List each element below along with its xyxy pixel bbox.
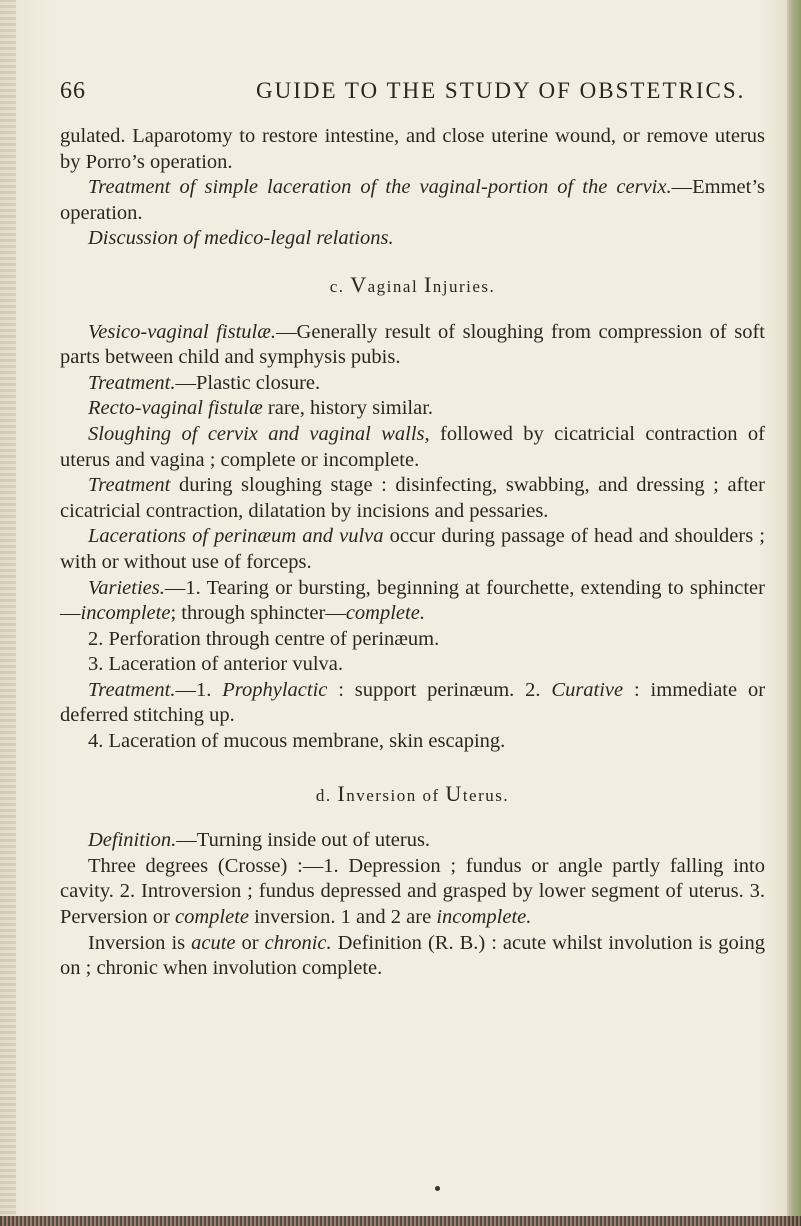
italic-label: Treatment of simple laceration of the vaginal-portion of the cervix. [88,176,672,199]
paragraph-text: —Emmet’s operation. [60,176,765,224]
section-heading-d: d. Inversion of Uterus. [315,780,510,806]
page-body [60,124,765,982]
paragraph-three-degrees: Three degrees (Crosse) :—1. Depression ; fundus or angle partly falling into cavity. 2. Introversion ; fundus depressed and grasped by lower segment of uterus. 3. Perversion or complete inversion. 1 and 2 are incomplete. [60,854,765,929]
paragraph-cervix-treatment [60,175,765,226]
paragraph-recto-vaginal [60,396,765,422]
italic-label: Definition. [88,829,177,852]
paragraph-text: —Plastic closure. [175,371,321,394]
paragraph-sloughing [60,422,765,473]
paragraph-treatment-sloughing [60,473,765,524]
running-title: GUIDE TO THE STUDY OF OBSTETRICS. [256,78,746,103]
italic-label: Treatment. [88,678,176,701]
paragraph-varieties: Varieties.—1. Tearing or bursting, beginning at fourchette, extending to sphincter—incomplete; through sphincter—complete. [60,576,765,625]
italic-label: Varieties. [88,576,165,599]
italic-label: Treatment. [88,371,176,394]
italic-label: Lacerations of perinæum and vulva [88,525,384,548]
paragraph-treatment-plastic [60,371,765,397]
page-gutter-shadow [0,0,16,1226]
paragraph-treatment-perinaeum: Treatment.—1. Prophylactic : support perinæum. 2. Curative : immediate or deferred stitching up. [60,678,766,727]
ink-speck [435,1186,440,1191]
italic-label: Sloughing of cervix and vaginal walls, [88,422,430,445]
italic-label: Recto-vaginal fistulæ [88,397,263,420]
italic-label: Discussion of medico-legal relations. [88,227,394,250]
list-item-perforation: 2. Perforation through centre of perinæum. [88,627,440,650]
paragraph-acute-chronic: Inversion is acute or chronic. Definition (R. B.) : acute whilst involution is going on ; chronic when involution complete. [60,931,765,980]
paragraph-lacerations [60,524,765,575]
paragraph-text: during sloughing stage : disinfecting, swabbing, and dressing ; after cicatricial contraction, dilatation by incisions and pessaries. [60,474,765,522]
paragraph-definition [60,828,765,854]
list-item-anterior-vulva: 3. Laceration of anterior vulva. [88,653,343,676]
section-heading-c: c. Vaginal Injuries. [329,271,496,297]
running-header [60,78,760,108]
list-item-mucous-membrane: 4. Laceration of mucous membrane, skin escaping. [88,730,506,753]
page-edge [787,0,801,1226]
paragraph-text: occur during passage of head and shoulders ; with or without use of forceps. [60,525,765,573]
page-number: 66 [60,78,86,104]
paragraph-text: rare, history similar. [262,397,434,420]
italic-label: Treatment [88,474,171,497]
page-bottom-edge [0,1216,801,1226]
paragraph-vesico-vaginal [60,320,765,371]
paragraph-medico-legal [60,226,765,252]
paragraph-continuation: gulated. Laparotomy to restore intestine, and close uterine wound, or remove uterus by Porro’s operation. [60,125,765,173]
paragraph-text: followed by cicatricial contraction of uterus and vagina ; complete or incomplete. [60,422,765,471]
paragraph-text: —Generally result of sloughing from compression of soft parts between child and symphysis pubis. [60,320,765,369]
paragraph-text: —Turning inside out of uterus. [176,829,431,852]
italic-label: Vesico-vaginal fistulæ. [88,320,277,343]
